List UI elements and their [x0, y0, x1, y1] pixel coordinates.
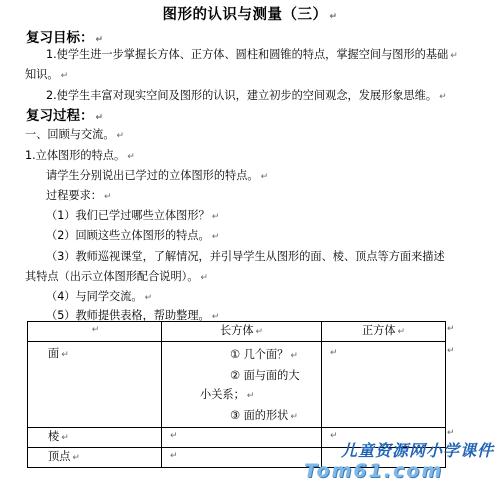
- paragraph-mark: ↵: [170, 431, 178, 441]
- paragraph-mark: ↵: [439, 92, 447, 102]
- paragraph-mark: ↵: [127, 152, 135, 162]
- process-line: [25, 126, 124, 142]
- process-line: [25, 268, 208, 284]
- process-heading-text: 复习过程：: [26, 108, 94, 124]
- table-row: [28, 342, 446, 428]
- process-text: 1.立体图形的特点。: [25, 149, 126, 162]
- process-text: 一、回顾与交流。: [25, 128, 115, 141]
- goal-line: [46, 46, 458, 62]
- paragraph-mark: ↵: [95, 113, 104, 123]
- paragraph-mark: ↵: [330, 431, 338, 441]
- goal-text: 知识。: [25, 68, 59, 81]
- process-line: [46, 248, 445, 264]
- header-cell: [322, 322, 446, 342]
- process-text: （3）教师巡视课堂，了解情况，并引导学生从图形的面、棱、顶点等方面来描述: [46, 250, 445, 263]
- paragraph-mark: ↵: [144, 293, 153, 303]
- paragraph-mark: ↵: [61, 350, 69, 360]
- process-heading: [26, 104, 103, 124]
- paragraph-mark: ↵: [290, 412, 298, 422]
- cuboid-text: 小关系；: [200, 388, 245, 401]
- process-line: [46, 288, 152, 304]
- document-title-text: 图形的认识与测量（三）: [162, 7, 328, 23]
- paragraph-mark: ↵: [91, 325, 100, 335]
- cuboid-text: ③ 面的形状: [230, 409, 289, 422]
- paragraph-mark: ↵: [61, 433, 69, 443]
- goal-text: 1.使学生进一步掌握长方体、正方体、圆柱和圆锥的特点，掌握空间与图形的基础: [46, 48, 449, 61]
- cuboid-text: ② 面与面的大: [230, 369, 300, 382]
- row-label: 棱: [48, 430, 60, 443]
- row-label: 面: [48, 347, 60, 360]
- process-line: [46, 227, 219, 243]
- row-label: 顶点: [48, 450, 71, 463]
- paragraph-mark: ↵: [255, 327, 264, 337]
- goal-line: [46, 87, 447, 103]
- cuboid-line: [168, 406, 321, 427]
- process-text: （1）我们已学过哪些立体图形？: [46, 209, 210, 222]
- paragraph-mark: ↵: [330, 348, 338, 358]
- goal-line: [25, 66, 68, 82]
- row-label-cell: [28, 428, 162, 448]
- cuboid-line: [168, 345, 321, 366]
- header-cell: [162, 322, 322, 342]
- paragraph-mark: ↵: [260, 172, 269, 182]
- process-line: [46, 167, 268, 183]
- cuboid-cell: [162, 342, 322, 428]
- paragraph-mark: ↵: [211, 312, 220, 322]
- watermark-site-name: 儿童资源网小学课件: [340, 441, 494, 460]
- header-text: 正方体: [361, 324, 396, 337]
- process-text: 其特点（出示立体图形配合说明）。: [25, 270, 199, 283]
- paragraph-mark: ↵: [211, 232, 220, 242]
- process-line: [46, 207, 219, 223]
- table-header-row: [28, 322, 446, 342]
- cube-cell: [322, 342, 446, 428]
- paragraph-mark: ↵: [397, 327, 406, 337]
- document-title: [0, 3, 500, 24]
- row-label-cell: [28, 448, 162, 468]
- process-text: 请学生分别说出已学过的立体图形的特点。: [46, 169, 259, 182]
- paragraph-mark: ↵: [290, 351, 298, 361]
- watermark-url: Tom61.com: [304, 460, 444, 482]
- paragraph-mark: ↵: [116, 131, 125, 141]
- process-text: 过程要求：: [46, 189, 102, 202]
- goals-heading-text: 复习目标：: [26, 30, 94, 46]
- process-text: （4）与同学交流。: [46, 290, 143, 303]
- row-end-mark: ↵: [447, 428, 455, 438]
- paragraph-mark: ↵: [329, 12, 338, 22]
- row-label-cell: [28, 342, 162, 428]
- process-line: [25, 147, 135, 163]
- process-text: （2）回顾这些立体图形的特点。: [46, 229, 210, 242]
- header-cell: [28, 322, 162, 342]
- process-text: （5）教师提供表格，帮助整理。: [46, 309, 210, 322]
- paragraph-mark: ↵: [103, 192, 112, 202]
- row-end-mark: ↵: [447, 346, 455, 356]
- paragraph-mark: ↵: [170, 451, 178, 461]
- paragraph-mark: ↵: [211, 212, 220, 222]
- paragraph-mark: ↵: [60, 71, 69, 81]
- row-end-mark: ↵: [447, 324, 455, 334]
- goals-heading: [26, 26, 103, 46]
- paragraph-mark: ↵: [72, 453, 80, 463]
- header-text: 长方体: [219, 324, 254, 337]
- cuboid-line: [168, 366, 321, 385]
- process-line: [46, 187, 112, 203]
- site-watermark: [290, 438, 500, 486]
- cuboid-text: ① 几个面？: [230, 348, 289, 361]
- paragraph-mark: ↵: [200, 273, 208, 283]
- paragraph-mark: ↵: [450, 51, 458, 61]
- cuboid-line: [168, 385, 321, 406]
- paragraph-mark: ↵: [95, 35, 104, 45]
- goal-text: 2.使学生丰富对现实空间及图形的认识，建立初步的空间观念，发展形象思维。: [46, 89, 438, 102]
- paragraph-mark: ↵: [246, 391, 255, 401]
